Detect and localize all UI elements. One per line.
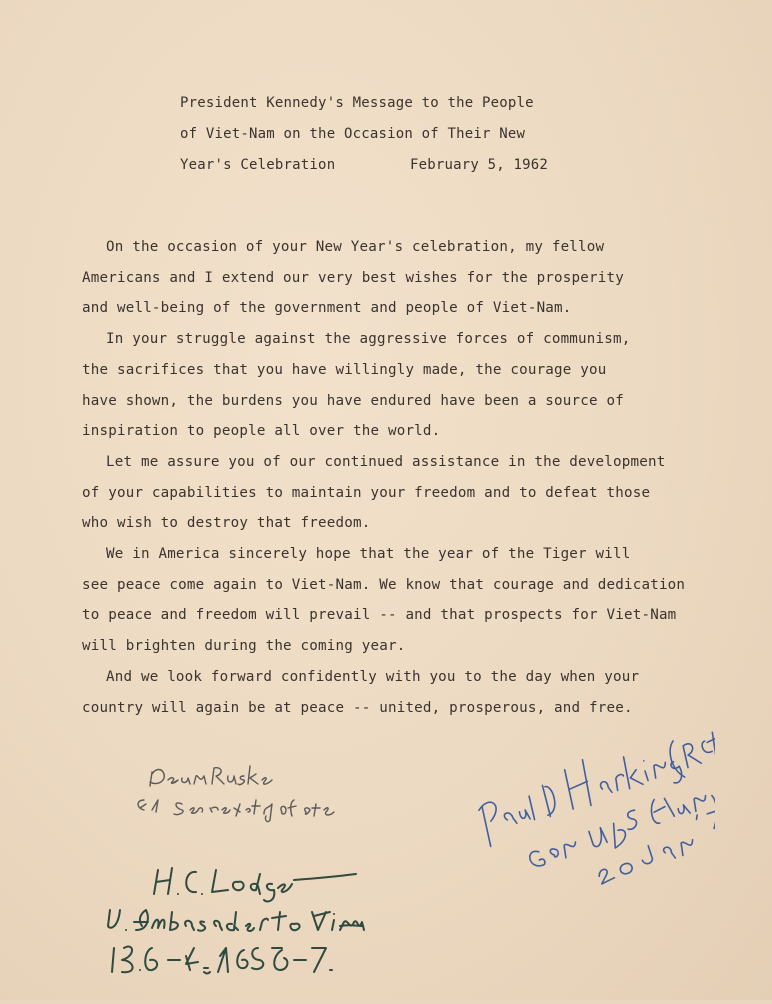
body-line: country will again be at peace -- united, prosperous, and free. bbox=[82, 699, 633, 716]
paragraph bbox=[82, 232, 732, 324]
body-line: On the occasion of your New Year's celebration, my fellow bbox=[106, 239, 605, 255]
paragraph bbox=[82, 447, 732, 539]
letter-heading bbox=[180, 88, 600, 181]
body-line: In your struggle against the aggressive forces of communism, bbox=[106, 331, 631, 348]
body-line: And we look forward confidently with you to the day when your bbox=[106, 668, 640, 685]
body-line: who wish to destroy that freedom. bbox=[82, 515, 371, 532]
body-line: of your capabilities to maintain your freedom and to defeat those bbox=[82, 484, 651, 501]
lodge-signature bbox=[100, 860, 380, 985]
body-line: inspiration to people all over the world. bbox=[82, 423, 441, 440]
body-line: Let me assure you of our continued assistance in the development bbox=[106, 453, 666, 470]
rusk-signature bbox=[130, 760, 340, 830]
body-line: the sacrifices that you have willingly made, the courage you bbox=[82, 361, 607, 378]
body-line: Americans and I extend our very best wishes for the prosperity bbox=[82, 269, 624, 286]
body-line: and well-being of the government and people of Viet-Nam. bbox=[82, 300, 572, 317]
letter-body bbox=[82, 232, 732, 723]
body-line: see peace come again to Viet-Nam. We know that courage and dedication bbox=[82, 576, 686, 593]
heading-line: of Viet-Nam on the Occasion of Their New bbox=[180, 126, 526, 142]
body-line: We in America sincerely hope that the year of the Tiger will bbox=[106, 546, 631, 563]
harkins-signature bbox=[455, 715, 715, 885]
paragraph bbox=[82, 324, 732, 447]
body-line: have shown, the burdens you have endured have been a source of bbox=[82, 392, 624, 409]
body-line: will brighten during the coming year. bbox=[82, 638, 406, 655]
heading-line: Year's Celebration bbox=[180, 157, 336, 173]
heading-date: February 5, 1962 bbox=[410, 157, 549, 173]
heading-line: President Kennedy's Message to the People bbox=[180, 95, 534, 111]
paragraph bbox=[82, 539, 732, 662]
body-line: to peace and freedom will prevail -- and that prospects for Viet-Nam bbox=[82, 607, 677, 624]
